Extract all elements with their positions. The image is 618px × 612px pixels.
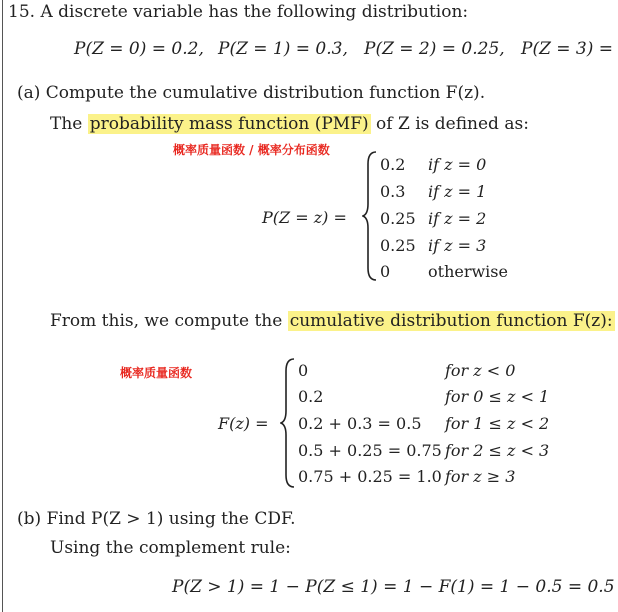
cdf-intro-pre: From this, we compute the (50, 311, 283, 331)
distribution-term-1: P(Z = 1) = 0.3, (218, 39, 348, 59)
cdf-cond-4: for z ≥ 3 (445, 467, 516, 486)
pmf-cond-0: if z = 0 (428, 155, 487, 174)
pmf-cond-3: if z = 3 (428, 236, 487, 255)
cdf-brace (280, 357, 298, 489)
pmf-intro-pre: The (50, 114, 83, 134)
pmf-value-4: 0 (380, 262, 391, 281)
pmf-term-highlight: probability mass function (PMF) (89, 114, 369, 134)
part-b-label: (b) Find P(Z > 1) using the CDF. (17, 509, 296, 529)
part-b-equation: P(Z > 1) = 1 − P(Z ≤ 1) = 1 − F(1) = 1 − 0.5 = 0.5 (172, 577, 615, 597)
pmf-intro (50, 113, 529, 135)
cdf-cond-1: for 0 ≤ z < 1 (445, 387, 550, 406)
distribution-term-3: P(Z = 3) = (521, 39, 614, 59)
cdf-cond-2: for 1 ≤ z < 2 (445, 414, 550, 433)
cdf-value-4: 0.75 + 0.25 = 1.0 (298, 467, 442, 486)
problem-heading: 15. A discrete variable has the following distribution: (8, 2, 469, 22)
cdf-value-2: 0.2 + 0.3 = 0.5 (298, 414, 422, 433)
cdf-lhs: F(z) = (218, 414, 269, 433)
distribution-term-2: P(Z = 2) = 0.25, (364, 39, 505, 59)
pmf-value-1: 0.3 (380, 182, 406, 201)
pmf-lhs: P(Z = z) = (262, 208, 347, 227)
cdf-value-1: 0.2 (298, 387, 324, 406)
pmf-cond-4: otherwise (428, 262, 508, 281)
pmf-cond-1: if z = 1 (428, 182, 487, 201)
pmf-intro-post: of Z is defined as: (376, 114, 529, 134)
cdf-intro (50, 310, 615, 332)
cdf-value-0: 0 (298, 361, 309, 380)
pmf-value-0: 0.2 (380, 155, 406, 174)
cdf-cond-3: for 2 ≤ z < 3 (445, 441, 550, 460)
part-b-intro: Using the complement rule: (50, 538, 291, 558)
annotation-pmf-chinese: 概率质量函数 / 概率分布函数 (173, 143, 330, 157)
part-a-label: (a) Compute the cumulative distribution function F(z). (17, 83, 486, 103)
pmf-value-3: 0.25 (380, 236, 416, 255)
cdf-cond-0: for z < 0 (445, 361, 516, 380)
annotation-cdf-chinese: 概率质量函数 (120, 366, 193, 380)
pmf-value-2: 0.25 (380, 209, 416, 228)
pmf-brace (362, 150, 380, 282)
distribution-term-0: P(Z = 0) = 0.2, (74, 39, 204, 59)
cdf-value-3: 0.5 + 0.25 = 0.75 (298, 441, 442, 460)
left-margin-rule (2, 0, 3, 612)
cdf-term-highlight: cumulative distribution function F(z): (289, 311, 613, 331)
pmf-cond-2: if z = 2 (428, 209, 487, 228)
